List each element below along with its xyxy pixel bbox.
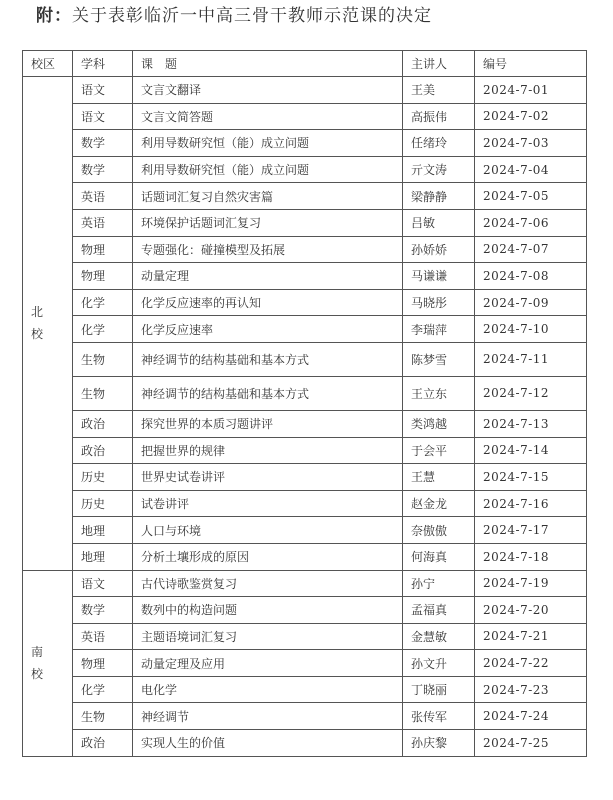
topic-cell: 神经调节的结构基础和基本方式 [133, 376, 403, 410]
table-row [23, 703, 587, 730]
teacher-cell: 孙庆黎 [403, 730, 475, 757]
topic-cell: 主题语境词汇复习 [133, 623, 403, 650]
code-cell: 2024-7-12 [475, 376, 587, 410]
header-topic: 课 题 [133, 51, 403, 77]
topic-cell: 探究世界的本质习题讲评 [133, 410, 403, 437]
code-cell: 2024-7-18 [475, 543, 587, 570]
teacher-cell: 孙宁 [403, 570, 475, 597]
code-cell: 2024-7-07 [475, 236, 587, 263]
code-cell: 2024-7-09 [475, 289, 587, 316]
subject-cell: 物理 [73, 263, 133, 290]
topic-cell: 神经调节的结构基础和基本方式 [133, 342, 403, 376]
subject-cell: 政治 [73, 410, 133, 437]
teacher-cell: 亓文涛 [403, 156, 475, 183]
subject-cell: 数学 [73, 130, 133, 157]
code-cell: 2024-7-03 [475, 130, 587, 157]
table-row [23, 570, 587, 597]
table-row [23, 543, 587, 570]
table-row [23, 517, 587, 544]
topic-cell: 化学反应速率 [133, 316, 403, 343]
subject-cell: 生物 [73, 342, 133, 376]
campus-cell [23, 570, 73, 756]
teacher-cell: 孙文升 [403, 650, 475, 677]
code-cell: 2024-7-02 [475, 103, 587, 130]
topic-cell: 利用导数研究恒（能）成立问题 [133, 156, 403, 183]
table-row [23, 342, 587, 376]
topic-cell: 文言文简答题 [133, 103, 403, 130]
table-row [23, 464, 587, 491]
table-row [23, 183, 587, 210]
header-campus: 校区 [23, 51, 73, 77]
table-row [23, 730, 587, 757]
title-prefix: 附： [36, 6, 72, 26]
demonstration-lessons-table [22, 50, 587, 757]
topic-cell: 神经调节 [133, 703, 403, 730]
subject-cell: 地理 [73, 517, 133, 544]
teacher-cell: 类鸿越 [403, 410, 475, 437]
teacher-cell: 于会平 [403, 437, 475, 464]
table-row [23, 437, 587, 464]
subject-cell: 语文 [73, 77, 133, 104]
code-cell: 2024-7-23 [475, 676, 587, 703]
topic-cell: 电化学 [133, 676, 403, 703]
topic-cell: 专题强化：碰撞模型及拓展 [133, 236, 403, 263]
teacher-cell: 马晓彤 [403, 289, 475, 316]
teacher-cell: 王立东 [403, 376, 475, 410]
teacher-cell: 吕敏 [403, 209, 475, 236]
table-row [23, 289, 587, 316]
subject-cell: 历史 [73, 464, 133, 491]
campus-name-char: 北 [31, 305, 44, 320]
subject-cell: 历史 [73, 490, 133, 517]
teacher-cell: 何海真 [403, 543, 475, 570]
table-row [23, 597, 587, 624]
teacher-cell: 丁晓丽 [403, 676, 475, 703]
subject-cell: 数学 [73, 597, 133, 624]
table-row [23, 156, 587, 183]
subject-cell: 地理 [73, 543, 133, 570]
topic-cell: 试卷讲评 [133, 490, 403, 517]
topic-cell: 环境保护话题词汇复习 [133, 209, 403, 236]
topic-cell: 数列中的构造问题 [133, 597, 403, 624]
code-cell: 2024-7-15 [475, 464, 587, 491]
teacher-cell: 陈梦雪 [403, 342, 475, 376]
subject-cell: 化学 [73, 289, 133, 316]
teacher-cell: 高振伟 [403, 103, 475, 130]
subject-cell: 英语 [73, 209, 133, 236]
topic-cell: 利用导数研究恒（能）成立问题 [133, 130, 403, 157]
table-row [23, 103, 587, 130]
subject-cell: 英语 [73, 623, 133, 650]
header-code: 编号 [475, 51, 587, 77]
table-row [23, 263, 587, 290]
table-row [23, 236, 587, 263]
code-cell: 2024-7-16 [475, 490, 587, 517]
table-row [23, 376, 587, 410]
code-cell: 2024-7-11 [475, 342, 587, 376]
topic-cell: 把握世界的规律 [133, 437, 403, 464]
teacher-cell: 赵金龙 [403, 490, 475, 517]
code-cell: 2024-7-08 [475, 263, 587, 290]
campus-cell [23, 77, 73, 571]
code-cell: 2024-7-17 [475, 517, 587, 544]
topic-cell: 化学反应速率的再认知 [133, 289, 403, 316]
topic-cell: 世界史试卷讲评 [133, 464, 403, 491]
table-row [23, 623, 587, 650]
topic-cell: 实现人生的价值 [133, 730, 403, 757]
topic-cell: 古代诗歌鉴赏复习 [133, 570, 403, 597]
teacher-cell: 王美 [403, 77, 475, 104]
code-cell: 2024-7-22 [475, 650, 587, 677]
topic-cell: 人口与环境 [133, 517, 403, 544]
topic-cell: 分析土壤形成的原因 [133, 543, 403, 570]
code-cell: 2024-7-06 [475, 209, 587, 236]
teacher-cell: 张传军 [403, 703, 475, 730]
teacher-cell: 李瑞萍 [403, 316, 475, 343]
code-cell: 2024-7-01 [475, 77, 587, 104]
teacher-cell: 奈傲傲 [403, 517, 475, 544]
code-cell: 2024-7-24 [475, 703, 587, 730]
subject-cell: 政治 [73, 730, 133, 757]
document-title [36, 4, 432, 28]
subject-cell: 物理 [73, 650, 133, 677]
table-row [23, 676, 587, 703]
table-row [23, 209, 587, 236]
subject-cell: 生物 [73, 376, 133, 410]
subject-cell: 语文 [73, 570, 133, 597]
table-row [23, 77, 587, 104]
code-cell: 2024-7-10 [475, 316, 587, 343]
teacher-cell: 马谦谦 [403, 263, 475, 290]
teacher-cell: 任绪玲 [403, 130, 475, 157]
teacher-cell: 王慧 [403, 464, 475, 491]
table-body [23, 77, 587, 757]
topic-cell: 文言文翻译 [133, 77, 403, 104]
campus-name-char: 校 [31, 327, 44, 342]
code-cell: 2024-7-04 [475, 156, 587, 183]
topic-cell: 动量定理及应用 [133, 650, 403, 677]
code-cell: 2024-7-14 [475, 437, 587, 464]
table-row [23, 490, 587, 517]
header-teacher: 主讲人 [403, 51, 475, 77]
subject-cell: 英语 [73, 183, 133, 210]
code-cell: 2024-7-13 [475, 410, 587, 437]
campus-name-char: 南 [31, 645, 44, 660]
code-cell: 2024-7-19 [475, 570, 587, 597]
table-row [23, 130, 587, 157]
teacher-cell: 梁静静 [403, 183, 475, 210]
teacher-cell: 金慧敏 [403, 623, 475, 650]
campus-name-char: 校 [31, 667, 44, 682]
teacher-cell: 孙娇娇 [403, 236, 475, 263]
title-text: 关于表彰临沂一中高三骨干教师示范课的决定 [72, 6, 432, 26]
subject-cell: 化学 [73, 316, 133, 343]
table-header-row [23, 51, 587, 77]
topic-cell: 话题词汇复习自然灾害篇 [133, 183, 403, 210]
subject-cell: 数学 [73, 156, 133, 183]
subject-cell: 生物 [73, 703, 133, 730]
code-cell: 2024-7-20 [475, 597, 587, 624]
code-cell: 2024-7-05 [475, 183, 587, 210]
subject-cell: 化学 [73, 676, 133, 703]
code-cell: 2024-7-21 [475, 623, 587, 650]
teacher-cell: 孟福真 [403, 597, 475, 624]
table-row [23, 410, 587, 437]
subject-cell: 政治 [73, 437, 133, 464]
subject-cell: 语文 [73, 103, 133, 130]
subject-cell: 物理 [73, 236, 133, 263]
table-row [23, 650, 587, 677]
header-subject: 学科 [73, 51, 133, 77]
topic-cell: 动量定理 [133, 263, 403, 290]
code-cell: 2024-7-25 [475, 730, 587, 757]
table-row [23, 316, 587, 343]
